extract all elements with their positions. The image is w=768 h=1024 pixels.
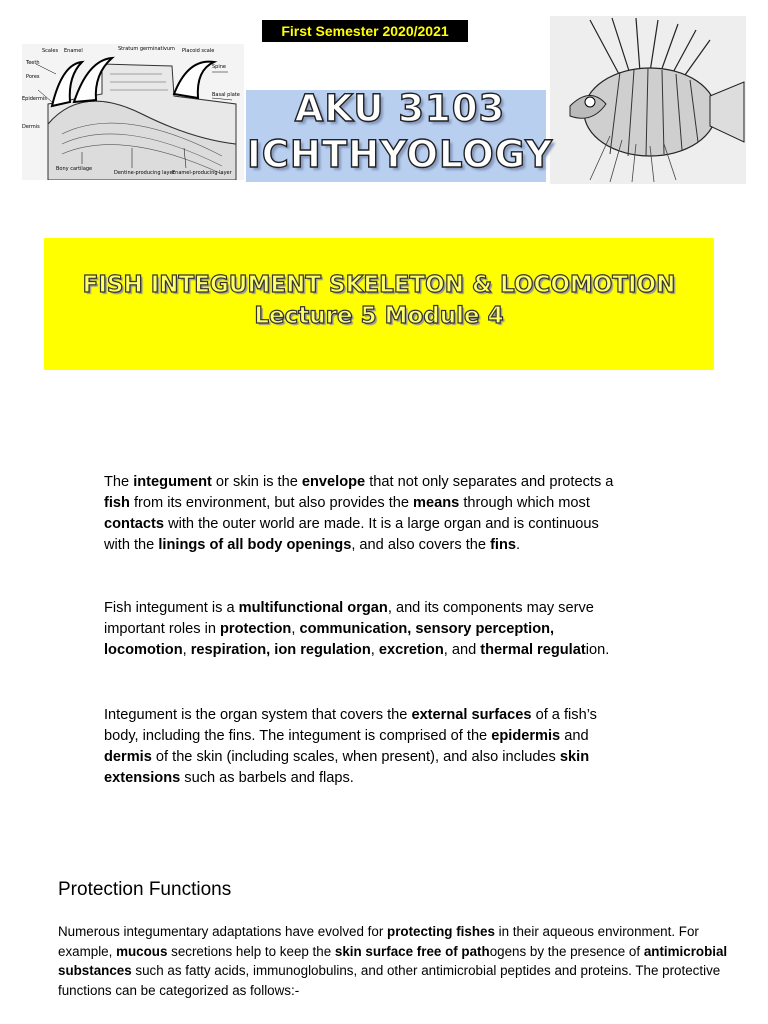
lionfish-illustration xyxy=(550,16,746,184)
emphasis-text: mucous xyxy=(116,943,168,959)
label-basal-plate: Basal plate xyxy=(212,92,240,98)
course-title xyxy=(240,86,560,178)
paragraph-integument-functions: Fish integument is a multifunctional organ, and its components may serve important roles in protection, communication, sensory perception, locomotion, respiration, ion regulation, excretion, and thermal regulation. xyxy=(104,600,610,658)
paragraph-protection: Numerous integumentary adaptations have evolved for protecting fishes in their aqueous environment. For example, mucous secretions help to keep the skin surface free of pathogens by the presence of antimicrobial substances such as fatty acids, immunoglobulins, and other antimicrobial peptides and proteins. The protective functions can be categorized as follows:- xyxy=(58,924,728,998)
emphasis-text: multifunctional organ xyxy=(238,600,388,616)
semester-label: First Semester 2020/2021 xyxy=(262,20,468,42)
label-placoid: Placoid scale xyxy=(182,48,215,54)
paragraph-integument-definition: The integument or skin is the envelope that not only separates and protects a fish from its environment, but also provides the means through which most contacts with the outer world are made. It is a large organ and is continuous with the linings of all body openings, and also covers the fins. xyxy=(104,474,614,553)
paragraph-integument-system: Integument is the organ system that covers the external surfaces of a fish’s body, including the fins. The integument is comprised of the epidermis and dermis of the skin (including scales, when present), and also includes skin extensions such as barbels and flaps. xyxy=(104,707,597,786)
emphasis-text: respiration, ion regulation xyxy=(190,642,371,658)
course-name: ICHTHYOLOGY xyxy=(246,133,554,176)
emphasis-text: communication, sensory perception, locomotion xyxy=(104,621,555,658)
label-teeth: Teeth xyxy=(26,60,40,66)
label-dermis: Dermis xyxy=(22,124,40,130)
label-enamel-layer: Enamel-producing layer xyxy=(172,170,232,176)
emphasis-text: antimicrobial substances xyxy=(58,943,728,978)
emphasis-text: dermis xyxy=(104,749,152,765)
lionfish-drawing xyxy=(550,16,746,184)
label-enamel: Enamel xyxy=(64,48,83,54)
emphasis-text: fish xyxy=(104,495,130,511)
emphasis-text: epidermis xyxy=(491,728,561,744)
emphasis-text: skin extensions xyxy=(104,749,590,786)
emphasis-text: external surfaces xyxy=(411,707,532,723)
emphasis-text: contacts xyxy=(104,516,165,532)
lecture-banner-text xyxy=(44,270,714,332)
lecture-title: FISH INTEGUMENT SKELETON & LOCOMOTION xyxy=(82,272,676,298)
emphasis-text: envelope xyxy=(301,474,366,490)
emphasis-text: protection xyxy=(220,621,292,637)
label-bony-cartilage: Bony cartilage xyxy=(56,166,93,172)
label-stratum: Stratum germinativum xyxy=(118,46,175,52)
emphasis-text: linings of all body openings xyxy=(158,537,352,553)
label-pores: Pores xyxy=(26,74,40,80)
emphasis-text: thermal regulat xyxy=(480,642,586,658)
placoid-scale-drawing xyxy=(22,44,244,180)
course-code: AKU 3103 xyxy=(294,87,506,130)
emphasis-text: skin surface free of path xyxy=(334,943,490,959)
section-heading: Protection Functions xyxy=(58,879,232,900)
label-spine: Spine xyxy=(212,64,226,70)
label-epidermis: Epidermis xyxy=(22,96,47,102)
emphasis-text: integument xyxy=(133,474,212,490)
emphasis-text: protecting fishes xyxy=(387,924,495,939)
label-scales: Scales xyxy=(42,48,59,54)
lecture-subtitle: Lecture 5 Module 4 xyxy=(254,303,504,329)
skin-section-diagram xyxy=(22,44,244,180)
emphasis-text: excretion xyxy=(378,642,444,658)
emphasis-text: fins xyxy=(490,537,517,553)
emphasis-text: means xyxy=(413,495,460,511)
label-dentine: Dentine-producing layer xyxy=(114,170,175,176)
